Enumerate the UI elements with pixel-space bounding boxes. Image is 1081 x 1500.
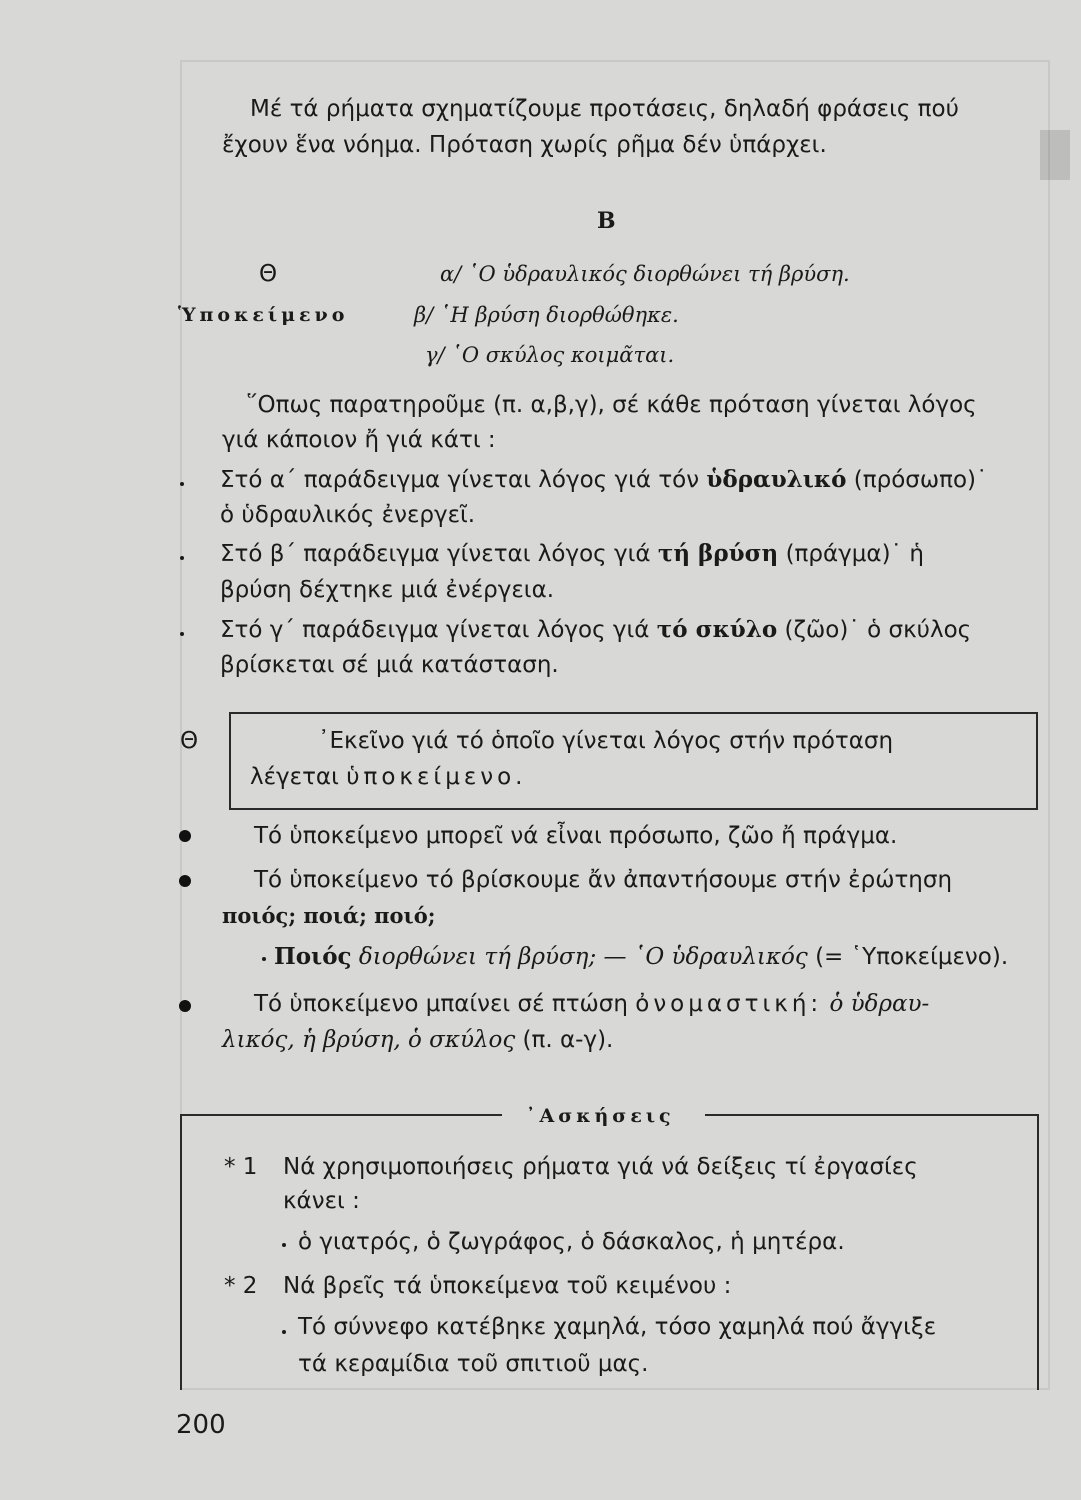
point-2-post: (πράγμα)˙ ἡ [778, 541, 924, 567]
point-bullet [180, 632, 184, 636]
exercises-frame-right [1037, 1114, 1039, 1390]
intro-line-2: ἔχουν ἕνα νόημα. Πρόταση χωρίς ρῆμα δέν ὑπάρχει. [222, 132, 827, 158]
point-3-line-1 [220, 613, 971, 647]
observation-line-2: γιά κάποιον ἤ γιά κάτι : [222, 427, 496, 453]
example-b-marker: β/ [414, 303, 434, 327]
rule-3-line-2-italic: λικός, ἡ βρύση, ὁ σκύλος [222, 1027, 516, 1053]
point-3-pre: Στό γ΄ παράδειγμα γίνεται λόγος γιά [220, 617, 657, 643]
exercise-bullet [282, 1330, 286, 1334]
rule-example-italic: διορθώνει τή βρύση; — ῾Ο ὑδραυλικός [351, 944, 808, 970]
rule-example [274, 940, 1008, 974]
exercise-1-items: ὁ γιατρός, ὁ ζωγράφος, ὁ δάσκαλος, ἡ μητέρα. [298, 1229, 845, 1255]
exercise-2-line-1: Νά βρεῖς τά ὑποκείμενα τοῦ κειμένου : [283, 1273, 732, 1299]
example-bullet [262, 957, 266, 961]
rule-bullet [179, 1000, 191, 1012]
point-1-bold: ὑδραυλικό [706, 466, 847, 493]
rule-example-tail: (= ῾Υποκείμενο). [807, 944, 1009, 970]
point-1-line-1 [220, 463, 988, 497]
exercises-frame-top-right [705, 1114, 1039, 1116]
point-1-pre: Στό α΄ παράδειγμα γίνεται λόγος γιά τόν [220, 467, 707, 493]
rule-3-italic: ὁ ὑδραυ- [822, 991, 930, 1017]
definition-term: ὑποκείμενο. [346, 764, 527, 790]
point-bullet [180, 482, 184, 486]
rule-3-line-2-tail: (π. α-γ). [515, 1027, 614, 1053]
exercise-2-number: * 2 [224, 1273, 258, 1299]
rule-bullet [179, 830, 191, 842]
rule-3-line-1 [254, 987, 929, 1021]
exercises-frame-top-left [180, 1114, 502, 1116]
page-number: 200 [176, 1410, 226, 1440]
point-2-line-2: βρύση δέχτηκε μιά ἐνέργεια. [220, 577, 555, 603]
example-c-text: ῾Ο σκύλος κοιμᾶται. [451, 343, 675, 367]
point-3-post: (ζῶο)˙ ὁ σκύλος [777, 617, 972, 643]
rule-1: Τό ὑποκείμενο μπορεῖ νά εἶναι πρόσωπο, ζῶο ἤ πράγμα. [254, 823, 898, 849]
exercise-1-line-2: κάνει : [283, 1188, 360, 1214]
rule-2-questions: ποιός; ποιά; ποιό; [222, 903, 436, 928]
intro-line-1: Μέ τά ρήματα σχηματίζουμε προτάσεις, δηλαδή φράσεις πού [250, 96, 959, 122]
exercises-frame-left [180, 1114, 182, 1390]
exercise-2-text-1: Τό σύννεφο κατέβηκε χαμηλά, τόσο χαμηλά πού ἄγγιξε [298, 1314, 937, 1340]
bleed-through-mark [1040, 130, 1070, 180]
rule-bullet [179, 875, 191, 887]
rule-3-case: ὀνομαστική: [635, 991, 823, 1017]
subject-label: Ὑποκείμενο [178, 304, 349, 326]
point-2-pre: Στό β΄ παράδειγμα γίνεται λόγος γιά [220, 541, 658, 567]
section-heading: Β [597, 208, 616, 234]
rule-3-line-2 [222, 1023, 613, 1057]
example-b-text: ῾Η βρύση διορθώθηκε. [439, 303, 679, 327]
definition-line-2 [250, 760, 527, 794]
rule-3-pre: Τό ὑποκείμενο μπαίνει σέ πτώση [254, 991, 636, 1017]
observation-line-1: ῞Οπως παρατηροῦμε (π. α,β,γ), σέ κάθε πρόταση γίνεται λόγος [246, 392, 977, 418]
example-a [440, 257, 850, 291]
rule-example-bold: Ποιός [274, 943, 352, 970]
exercise-1-line-1: Νά χρησιμοποιήσεις ρήματα γιά νά δείξεις τί ἐργασίες [283, 1154, 918, 1180]
point-3-line-2: βρίσκεται σέ μιά κατάσταση. [220, 652, 559, 678]
point-3-bold: τό σκύλο [656, 616, 778, 643]
exercise-1-number: * 1 [224, 1154, 258, 1180]
theta-marker: Θ [259, 261, 278, 287]
definition-line-2-pre: λέγεται [250, 764, 347, 790]
example-c-marker: γ/ [425, 343, 445, 367]
point-1-post: (πρόσωπο)˙ [846, 467, 988, 493]
definition-theta: Θ [180, 728, 199, 754]
example-b [414, 298, 679, 332]
example-a-marker: α/ [440, 262, 462, 286]
rule-2-line-1: Τό ὑποκείμενο τό βρίσκουμε ἄν ἀπαντήσουμε στήν ἐρώτηση [254, 867, 953, 893]
point-1-line-2: ὁ ὑδραυλικός ἐνεργεῖ. [220, 502, 476, 528]
point-2-line-1 [220, 537, 924, 571]
point-2-bold: τή βρύση [657, 540, 779, 567]
exercises-title: ᾿Ασκήσεις [526, 1105, 675, 1127]
point-bullet [180, 556, 184, 560]
definition-line-1: ᾿Εκεῖνο γιά τό ὁποῖο γίνεται λόγος στήν πρόταση [318, 728, 894, 754]
example-a-text: ῾Ο ὑδραυλικός διορθώνει τή βρύση. [467, 262, 850, 286]
example-c [425, 338, 674, 372]
exercise-bullet [282, 1243, 286, 1247]
exercise-2-text-2: τά κεραμίδια τοῦ σπιτιοῦ μας. [298, 1351, 649, 1377]
